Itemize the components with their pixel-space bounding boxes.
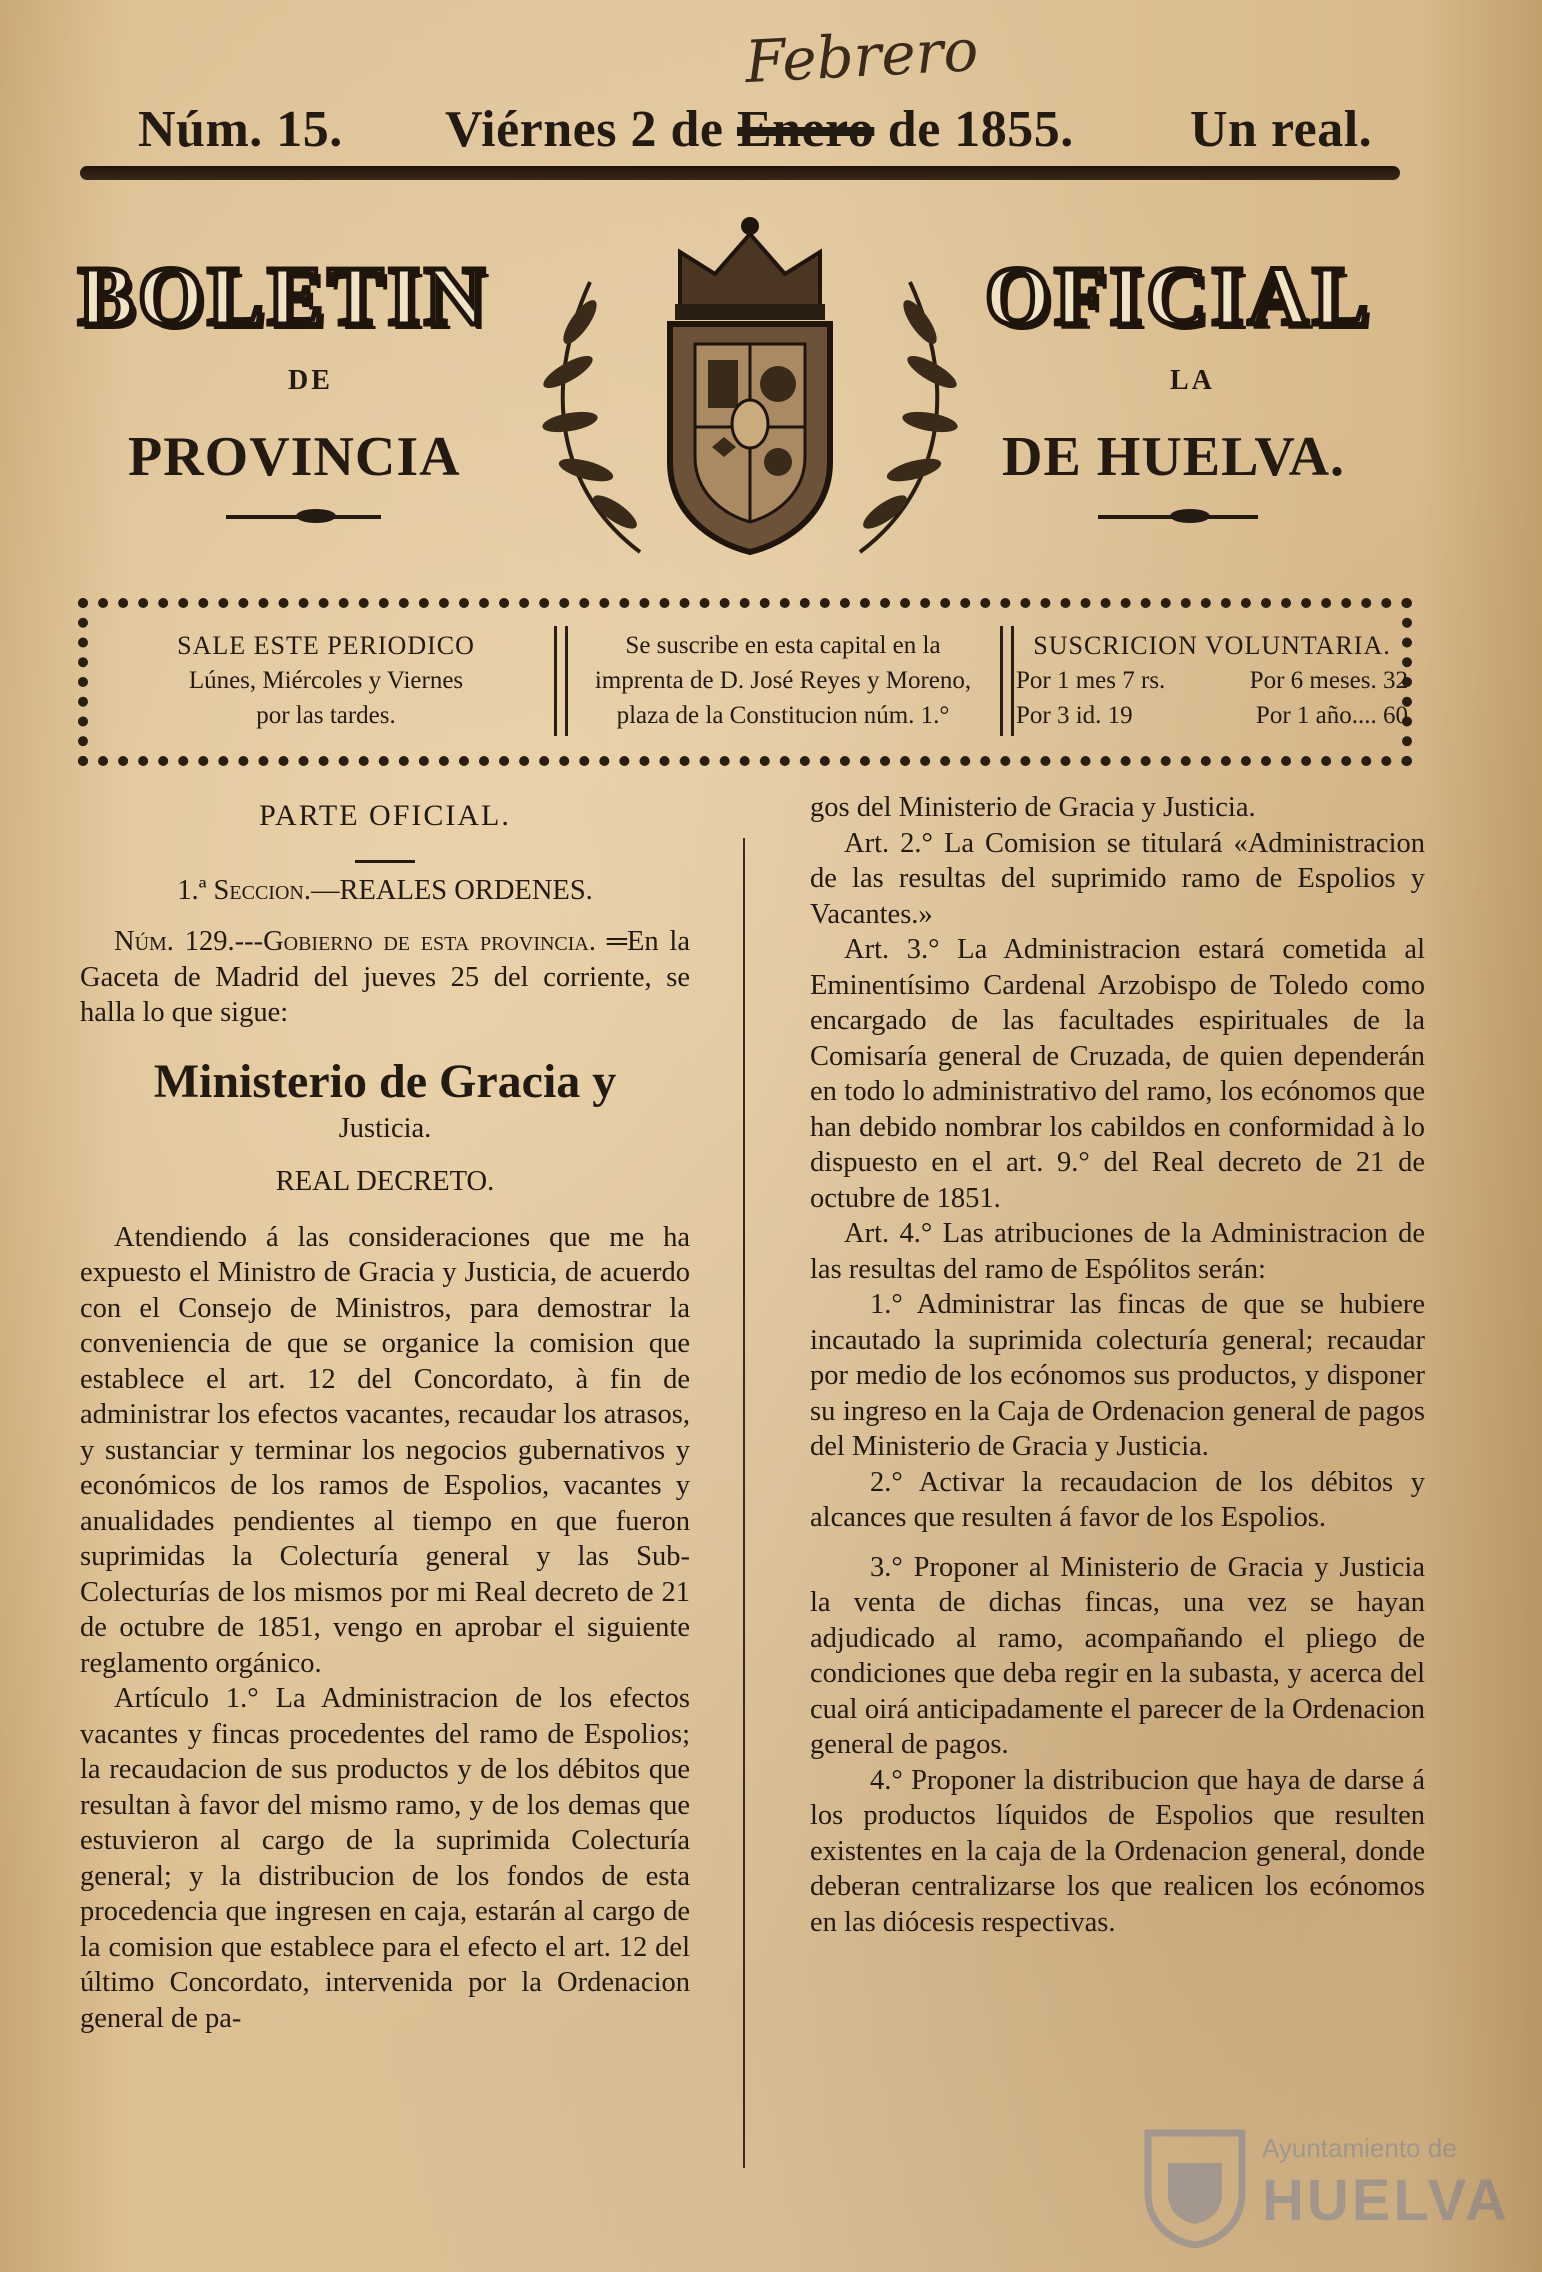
section-title: PARTE OFICIAL. xyxy=(259,799,511,832)
schedule-days: Lúnes, Miércoles y Viernes xyxy=(188,667,464,694)
archive-watermark xyxy=(1130,2115,1510,2255)
article-2: Art. 2.° La Comision se titulará «Administracion de las resultas del suprimido ramo de Espolios y Vacantes.» xyxy=(810,827,1425,930)
price-cell: Por 1 año.... 60 xyxy=(1255,702,1408,729)
city-shield-icon xyxy=(1140,2123,1250,2248)
prices-title: SUSCRICION VOLUNTARIA. xyxy=(1033,631,1391,660)
article-4-item-4: 4.° Proponer la distribucion que haya de darse á los productos líquidos de Espolios que resulten existentes en la caja de la Ordenacion general, donde deberan centralizarse los que realicen los ecónomos en las diócesis respectivas. xyxy=(810,1764,1425,1938)
section-divider xyxy=(355,860,415,863)
intro-lead: Núm. 129.---Gobierno de esta provincia. xyxy=(114,926,596,957)
masthead-oficial: OFICIAL xyxy=(985,250,1373,343)
ornament-right xyxy=(1098,515,1258,519)
date-suffix: de 1855. xyxy=(874,101,1074,158)
decree-paragraph: Atendiendo á las consideraciones que me ha expuesto el Ministro de Gracia y Justicia, de acuerdo con el Consejo de Ministros, para demostrar la conveniencia de que se organice la comision que establece el art. 12 del Concordato, à fin de administrar los efectos vacantes, recaudar los atrasos, y sustanciar y terminar los negocios gubernativos y económicos de los ramos de Espolios, vacantes y anualidades pendientes al tiempo en que fueron suprimidas la Colecturía general y las Sub-Colecturías de los mismos por mi Real decreto de 21 de octubre de 1851, vengo en aprobar el siguiente reglamento orgánico. xyxy=(80,1221,690,1679)
price-row xyxy=(1012,698,1412,733)
right-column xyxy=(810,790,1425,1940)
schedule-time: por las tardes. xyxy=(256,702,396,729)
continuation-line: gos del Ministerio de Gracia y Justicia. xyxy=(810,792,1256,823)
issue-price: Un real. xyxy=(1190,101,1373,158)
schedule-title: SALE ESTE PERIODICO xyxy=(177,631,475,660)
masthead-de: DE xyxy=(288,365,333,396)
header-rule xyxy=(80,166,1400,180)
issue-number: Núm. 15. xyxy=(138,101,343,158)
coat-of-arms-icon xyxy=(520,212,980,564)
article-1: Artículo 1.° La Administracion de los efectos vacantes y fincas procedentes del ramo de Espolios; la recaudacion de sus productos y de los débitos que resultan à favor del mismo ramo, y de los demas que estuvieron al cargo de la suprimida Colecturía general; y la distribucion de los fondos de esta procedencia que ingresen en caja, estarán al cargo de la comision que establece para el efecto el art. 12 del último Concordato, intervenida por la Ordenacion general de pa- xyxy=(80,1683,690,2034)
subscription-prices xyxy=(1012,628,1412,733)
price-cell: Por 6 meses. 32 xyxy=(1249,667,1408,694)
date-struck-month: Enero xyxy=(736,101,875,158)
masthead-la: LA xyxy=(1170,365,1215,396)
location-line-3: plaza de la Constitucion núm. 1.° xyxy=(616,702,950,729)
left-column xyxy=(80,790,690,2036)
publication-schedule xyxy=(106,628,546,733)
info-divider xyxy=(554,626,568,736)
article-4-item-2: 2.° Activar la recaudacion de los débitos y alcances que resulten á favor de los Espolios. xyxy=(810,1466,1425,1533)
intro-body: ═En la Gaceta de Madrid del jueves 25 del corriente, se halla lo que sigue: xyxy=(80,926,691,1028)
article-4-item-1: 1.° Administrar las fincas de que se hubiere incautado la suprimida colecturía general; recaudar por medio de los ecónomos sus productos, y disponer su ingreso en la Caja de Ordenacion general de pagos del Ministerio de Gracia y Justicia. xyxy=(810,1289,1425,1462)
handwritten-note: Febrero xyxy=(743,15,980,97)
masthead-boletin: BOLETIN xyxy=(78,250,489,343)
price-row xyxy=(1012,663,1412,698)
price-cell: Por 1 mes 7 rs. xyxy=(1016,667,1166,694)
masthead-provincia: PROVINCIA xyxy=(128,426,461,488)
ministry-title-tail: Justicia. xyxy=(338,1112,432,1144)
date-prefix: Viérnes 2 de xyxy=(445,101,737,158)
intro-paragraph xyxy=(80,924,690,1031)
location-line-2: imprenta de D. José Reyes y Moreno, xyxy=(594,667,972,694)
article-4-item-3: 3.° Proponer al Ministerio de Gracia y Justicia la venta de dichas fincas, una vez se hayan adjudicado al ramo, acompañando el pliego de condiciones que deba regir en la subasta, y acerca del cual oirá anticipadamente el parecer de la Ordenacion general de pagos. xyxy=(810,1551,1425,1760)
issue-date xyxy=(445,100,1074,159)
subscription-location xyxy=(568,628,998,733)
article-4: Art. 4.° Las atribuciones de la Administracion de las resultas del ramo de Espólitos serán: xyxy=(810,1218,1425,1285)
article-3: Art. 3.° La Administracion estará cometida al Eminentísimo Cardenal Arzobispo de Toledo como encargado de las facultades espirituales de la Comisaría general de Cruzada, de quien dependerán en todo lo administrativo del ramo, los ecónomos que han debido nombrar los cabildos en conformidad à lo dispuesto en el art. 9.° del Real decreto de 21 de octubre de 1851. xyxy=(810,934,1425,1214)
price-cell: Por 3 id. 19 xyxy=(1016,702,1133,729)
ornament-left xyxy=(226,515,381,519)
subsection-title: 1.ª Seccion.—REALES ORDENES. xyxy=(177,874,593,906)
watermark-line-1: Ayuntamiento de xyxy=(1262,2133,1457,2163)
watermark-line-2: HUELVA xyxy=(1262,2168,1510,2233)
decree-title: REAL DECRETO. xyxy=(275,1166,495,1197)
column-separator xyxy=(743,838,745,2168)
subscription-info-box xyxy=(78,598,1412,766)
ministry-title: Ministerio de Gracia y xyxy=(153,1054,617,1108)
location-line-1: Se suscribe en esta capital en la xyxy=(625,632,941,659)
masthead-de-huelva: DE HUELVA. xyxy=(1002,426,1346,488)
